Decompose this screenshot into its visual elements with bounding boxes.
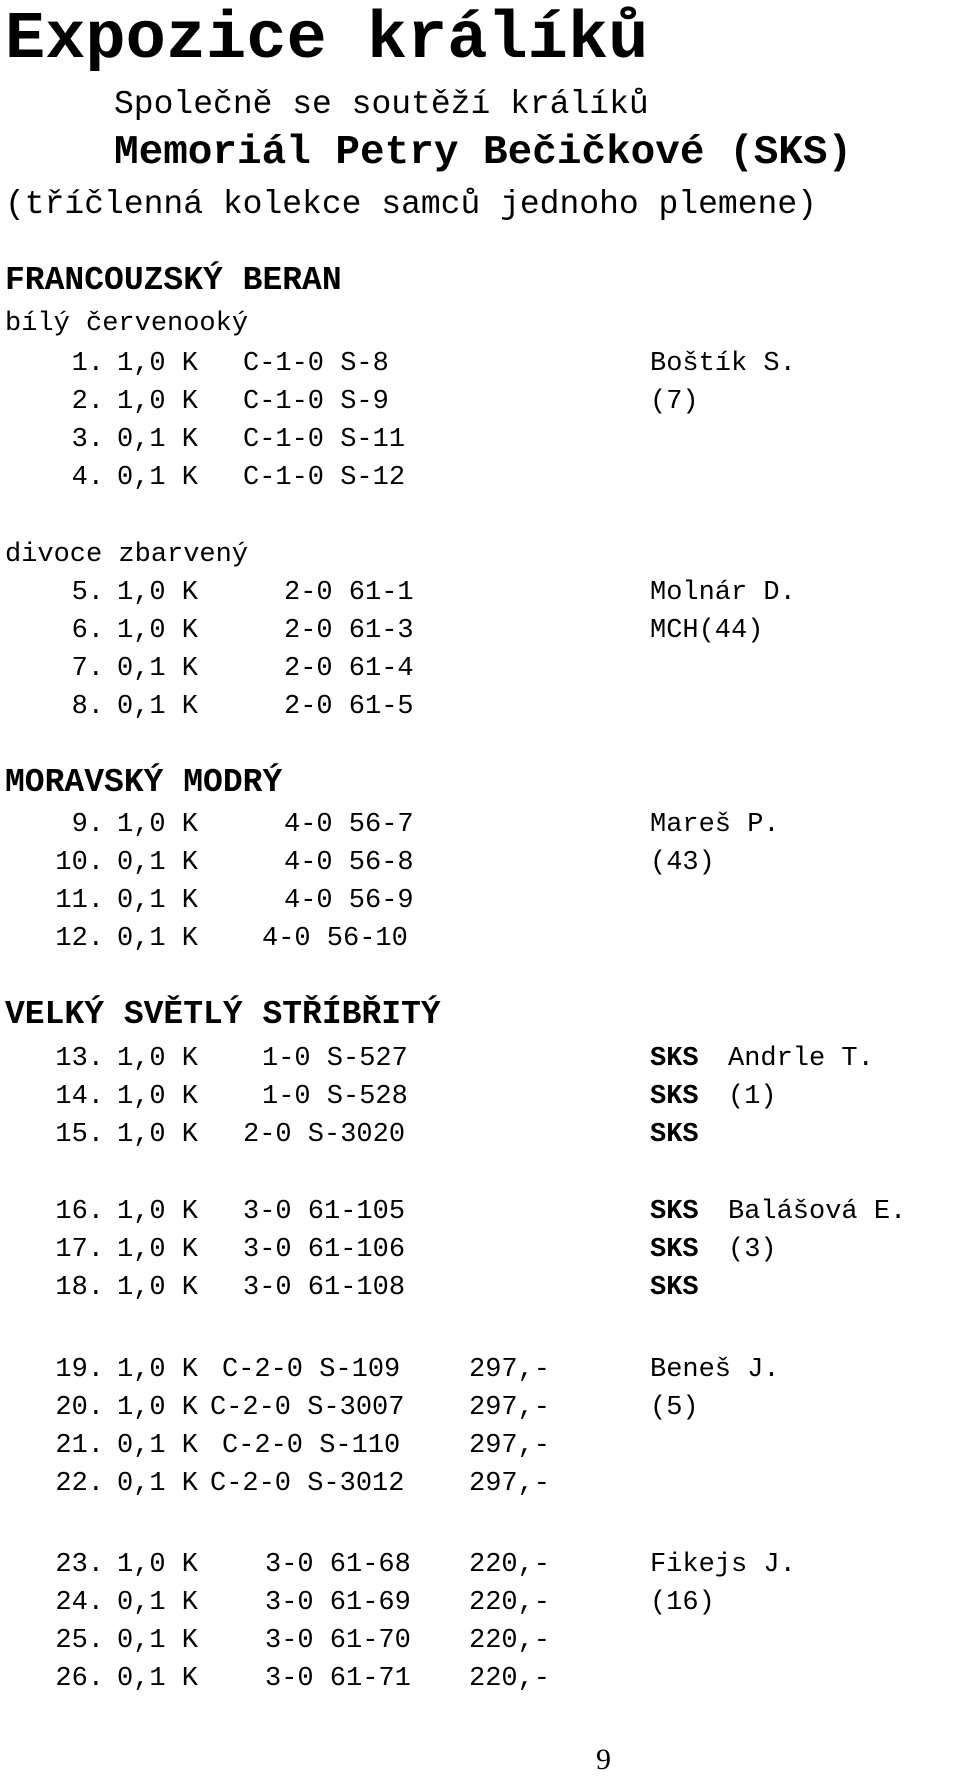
entry-code: 4-0 56-10 bbox=[262, 924, 408, 954]
entry-number: 18. bbox=[55, 1273, 104, 1303]
entry-code: 2-0 S-3020 bbox=[243, 1120, 406, 1150]
entry-sex: 1,0 K bbox=[117, 1273, 199, 1303]
entry-owner: Fikejs J. bbox=[650, 1550, 796, 1580]
entry-number: 11. bbox=[55, 886, 104, 916]
entry-code: C-2-0 S-109 bbox=[222, 1355, 401, 1385]
table-row bbox=[0, 345, 960, 383]
table-row bbox=[0, 1389, 960, 1427]
entry-sex: 1,0 K bbox=[117, 578, 199, 608]
entry-sex: 1,0 K bbox=[117, 1550, 199, 1580]
entry-sex: 0,1 K bbox=[117, 425, 199, 455]
entry-code: 3-0 61-70 bbox=[265, 1626, 411, 1656]
table-row bbox=[0, 650, 960, 688]
entry-price: 297,- bbox=[469, 1393, 551, 1423]
entry-number: 5. bbox=[71, 578, 104, 608]
entry-code: 2-0 61-5 bbox=[284, 692, 414, 722]
entry-owner: (3) bbox=[728, 1235, 777, 1265]
entry-category: SKS bbox=[650, 1120, 699, 1150]
table-row bbox=[0, 1116, 960, 1154]
table-row bbox=[0, 1193, 960, 1231]
entry-code: C-2-0 S-3007 bbox=[210, 1393, 405, 1423]
table-row bbox=[0, 688, 960, 726]
table-row bbox=[0, 1040, 960, 1078]
entry-number: 10. bbox=[55, 848, 104, 878]
table-row bbox=[0, 882, 960, 920]
entry-number: 6. bbox=[71, 616, 104, 646]
table-row bbox=[0, 1546, 960, 1584]
table-row bbox=[0, 1351, 960, 1389]
entry-number: 3. bbox=[71, 425, 104, 455]
entry-sex: 0,1 K bbox=[117, 692, 199, 722]
entry-number: 2. bbox=[71, 387, 104, 417]
entry-sex: 1,0 K bbox=[117, 1120, 199, 1150]
entry-number: 7. bbox=[71, 654, 104, 684]
collection-note: (tříčlenná kolekce samců jednoho plemene) bbox=[5, 186, 817, 223]
entry-owner: Balášová E. bbox=[728, 1197, 907, 1227]
entry-code: C-2-0 S-110 bbox=[222, 1431, 401, 1461]
entry-number: 24. bbox=[55, 1588, 104, 1618]
entry-code: 3-0 61-69 bbox=[265, 1588, 411, 1618]
entry-sex: 0,1 K bbox=[117, 1626, 199, 1656]
entry-price: 297,- bbox=[469, 1469, 551, 1499]
entry-owner: Beneš J. bbox=[650, 1355, 780, 1385]
entry-number: 26. bbox=[55, 1664, 104, 1694]
memorial-title: Memoriál Petry Bečičkové (SKS) bbox=[114, 130, 853, 176]
entry-code: 3-0 61-68 bbox=[265, 1550, 411, 1580]
entry-sex: 0,1 K bbox=[117, 924, 199, 954]
entry-code: C-1-0 S-9 bbox=[243, 387, 389, 417]
entry-sex: 1,0 K bbox=[117, 387, 199, 417]
table-row bbox=[0, 1078, 960, 1116]
entry-sex: 1,0 K bbox=[117, 616, 199, 646]
entry-number: 25. bbox=[55, 1626, 104, 1656]
table-row bbox=[0, 459, 960, 497]
entry-number: 22. bbox=[55, 1469, 104, 1499]
entry-number: 16. bbox=[55, 1197, 104, 1227]
entry-sex: 1,0 K bbox=[117, 1393, 199, 1423]
entry-sex: 1,0 K bbox=[117, 1355, 199, 1385]
entry-number: 14. bbox=[55, 1082, 104, 1112]
color-heading: bílý červenooký bbox=[5, 309, 249, 339]
entry-sex: 1,0 K bbox=[117, 1082, 199, 1112]
entry-sex: 0,1 K bbox=[117, 1431, 199, 1461]
table-row bbox=[0, 1622, 960, 1660]
entry-code: 3-0 61-108 bbox=[243, 1273, 406, 1303]
table-row bbox=[0, 1465, 960, 1503]
entry-sex: 0,1 K bbox=[117, 886, 199, 916]
table-row bbox=[0, 1269, 960, 1307]
entry-price: 220,- bbox=[469, 1626, 551, 1656]
breed-heading: FRANCOUZSKÝ BERAN bbox=[5, 262, 342, 299]
table-row bbox=[0, 383, 960, 421]
entry-sex: 0,1 K bbox=[117, 848, 199, 878]
entry-category: SKS bbox=[650, 1082, 699, 1112]
entry-owner: Mareš P. bbox=[650, 810, 780, 840]
entry-category: SKS bbox=[650, 1235, 699, 1265]
entry-owner: Molnár D. bbox=[650, 578, 796, 608]
table-row bbox=[0, 1427, 960, 1465]
entry-sex: 1,0 K bbox=[117, 1197, 199, 1227]
entry-owner: (1) bbox=[728, 1082, 777, 1112]
entry-sex: 0,1 K bbox=[117, 463, 199, 493]
entry-number: 12. bbox=[55, 924, 104, 954]
entry-category: SKS bbox=[650, 1044, 699, 1074]
entry-number: 9. bbox=[71, 810, 104, 840]
entry-category: SKS bbox=[650, 1197, 699, 1227]
entry-number: 21. bbox=[55, 1431, 104, 1461]
table-row bbox=[0, 612, 960, 650]
entry-code: C-1-0 S-12 bbox=[243, 463, 406, 493]
table-row bbox=[0, 806, 960, 844]
entry-code: 1-0 S-528 bbox=[262, 1082, 408, 1112]
entry-number: 20. bbox=[55, 1393, 104, 1423]
entry-number: 4. bbox=[71, 463, 104, 493]
breed-heading: VELKÝ SVĚTLÝ STŘÍBŘITÝ bbox=[5, 996, 441, 1033]
table-row bbox=[0, 421, 960, 459]
entry-number: 23. bbox=[55, 1550, 104, 1580]
entry-code: 4-0 56-9 bbox=[284, 886, 414, 916]
entry-number: 13. bbox=[55, 1044, 104, 1074]
entry-owner: (16) bbox=[650, 1588, 715, 1618]
entry-code: C-1-0 S-11 bbox=[243, 425, 406, 455]
entry-code: 2-0 61-3 bbox=[284, 616, 414, 646]
page-title: Expozice králíků bbox=[5, 2, 649, 78]
entry-price: 220,- bbox=[469, 1588, 551, 1618]
entry-number: 19. bbox=[55, 1355, 104, 1385]
entry-number: 8. bbox=[71, 692, 104, 722]
entry-sex: 0,1 K bbox=[117, 1469, 199, 1499]
entry-owner: (43) bbox=[650, 848, 715, 878]
entry-sex: 0,1 K bbox=[117, 654, 199, 684]
entry-sex: 0,1 K bbox=[117, 1588, 199, 1618]
entry-number: 1. bbox=[71, 349, 104, 379]
table-row bbox=[0, 920, 960, 958]
entry-owner: (7) bbox=[650, 387, 699, 417]
entry-code: 4-0 56-8 bbox=[284, 848, 414, 878]
entry-code: 4-0 56-7 bbox=[284, 810, 414, 840]
entry-sex: 0,1 K bbox=[117, 1664, 199, 1694]
entry-code: C-2-0 S-3012 bbox=[210, 1469, 405, 1499]
breed-heading: MORAVSKÝ MODRÝ bbox=[5, 764, 283, 801]
entry-price: 220,- bbox=[469, 1664, 551, 1694]
entry-sex: 1,0 K bbox=[117, 810, 199, 840]
color-heading: divoce zbarvený bbox=[5, 540, 249, 570]
entry-code: 1-0 S-527 bbox=[262, 1044, 408, 1074]
entry-owner: (5) bbox=[650, 1393, 699, 1423]
entry-category: SKS bbox=[650, 1273, 699, 1303]
entry-sex: 1,0 K bbox=[117, 1044, 199, 1074]
entry-price: 297,- bbox=[469, 1431, 551, 1461]
entry-code: 3-0 61-105 bbox=[243, 1197, 406, 1227]
entry-owner: Andrle T. bbox=[728, 1044, 874, 1074]
entry-owner: Boštík S. bbox=[650, 349, 796, 379]
subtitle: Společně se soutěží králíků bbox=[114, 86, 649, 123]
entry-price: 220,- bbox=[469, 1550, 551, 1580]
entry-sex: 1,0 K bbox=[117, 1235, 199, 1265]
entry-price: 297,- bbox=[469, 1355, 551, 1385]
entry-code: 2-0 61-1 bbox=[284, 578, 414, 608]
entry-number: 17. bbox=[55, 1235, 104, 1265]
table-row bbox=[0, 574, 960, 612]
entry-number: 15. bbox=[55, 1120, 104, 1150]
table-row bbox=[0, 1231, 960, 1269]
table-row bbox=[0, 1584, 960, 1622]
table-row bbox=[0, 844, 960, 882]
entry-sex: 1,0 K bbox=[117, 349, 199, 379]
entry-code: 3-0 61-106 bbox=[243, 1235, 406, 1265]
page-number: 9 bbox=[596, 1743, 611, 1776]
entry-code: C-1-0 S-8 bbox=[243, 349, 389, 379]
entry-code: 2-0 61-4 bbox=[284, 654, 414, 684]
entry-code: 3-0 61-71 bbox=[265, 1664, 411, 1694]
table-row bbox=[0, 1660, 960, 1698]
entry-owner: MCH(44) bbox=[650, 616, 764, 646]
